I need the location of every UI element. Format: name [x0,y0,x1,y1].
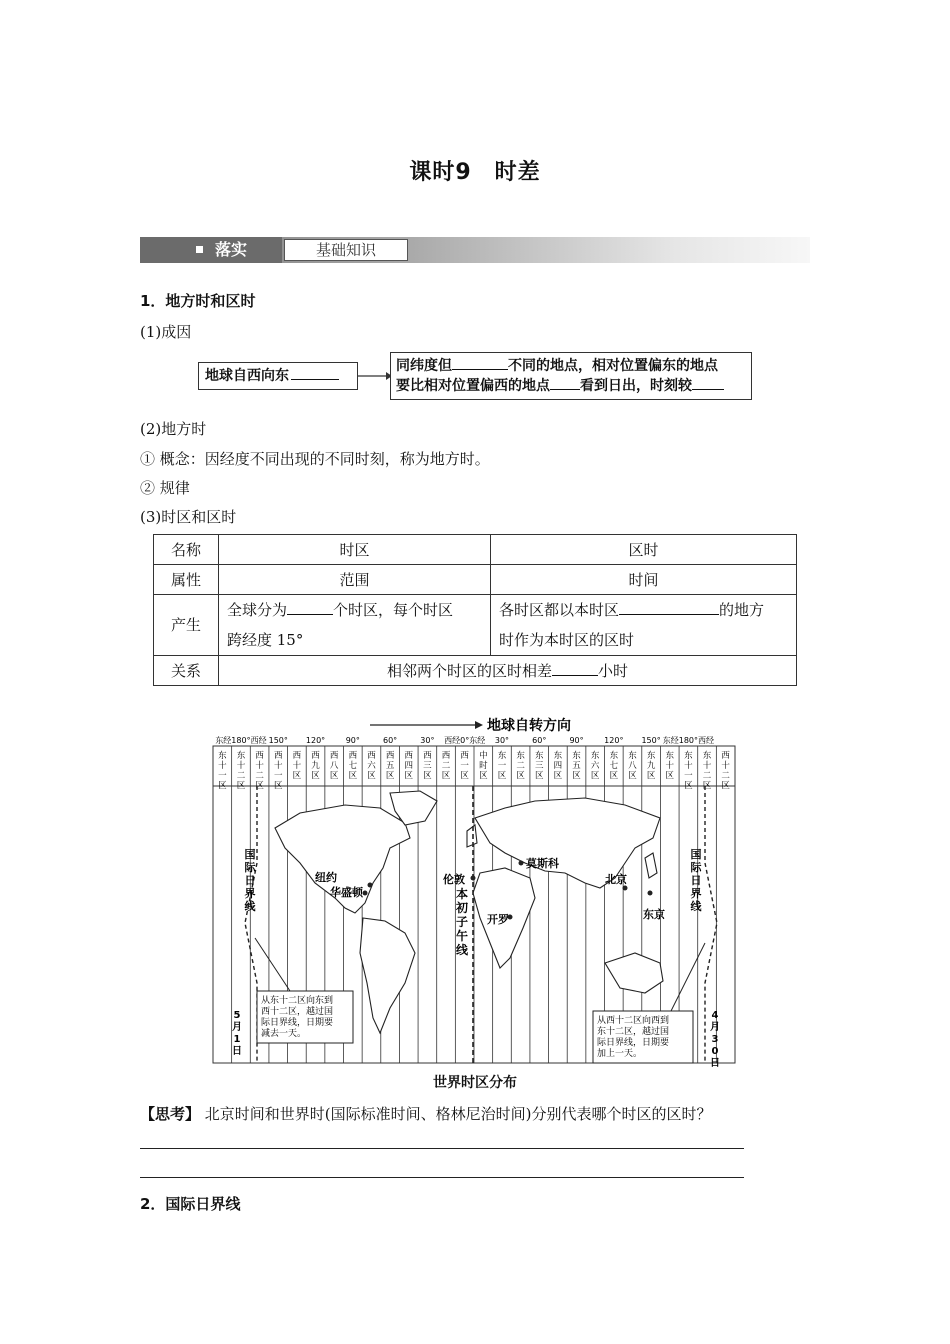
table-row [154,535,797,565]
zone-label: 西二区 [441,751,451,781]
concept-text: ① 概念：因经度不同出现的不同时刻，称为地方时。 [140,450,490,468]
longitude-label: 90° [569,736,584,745]
table-cell: 产生 [154,595,219,656]
table-row [154,595,797,656]
think-prompt [140,1103,712,1124]
table-cell: 属性 [154,565,219,595]
zone-label: 西八区 [329,751,339,781]
city-washington: 华盛顿 [330,886,363,899]
zone-label: 西三区 [423,751,432,781]
note-line: 从西十二区向西到 [597,1016,670,1026]
note-line: 西十二区，越过国 [261,1007,334,1017]
idl-label-left: 国际日界线 [244,848,256,913]
city-tokyo: 东京 [643,908,665,921]
zone-label: 东二区 [516,751,525,781]
table-cell: 全球分为 个时区，每个时区 跨经度 15° [219,595,491,656]
heading-2: 2．国际日界线 [140,1195,241,1213]
city-newyork: 纽约 [315,871,337,884]
longitude-label: 东经180°西经 [215,736,267,745]
longitude-label: 150° [641,736,661,745]
banner-left: 落实 [140,237,282,263]
longitude-label: 西经0°东经 [444,736,486,745]
zone-label: 东四区 [553,751,563,781]
note-line: 加上一天。 [597,1049,643,1059]
table-row [154,565,797,595]
note-line: 际日界线，日期要 [597,1038,670,1048]
zone-label: 西九区 [311,751,320,781]
zone-label: 东十一区 [218,751,227,791]
date-label-right: 4 月 3 0 日 [710,1010,720,1069]
idl-label-right: 国际日界线 [690,848,702,913]
longitude-label: 90° [345,736,360,745]
meridian-label: 本初子午线 [455,887,469,957]
longitude-label: 150° [268,736,288,745]
city-london: 伦敦 [443,873,465,886]
longitude-label: 120° [305,736,326,745]
table-cell: 区时 [491,535,797,565]
note-line: 际日界线，日期要 [261,1018,334,1028]
longitude-label: 120° [604,736,624,745]
table-cell: 时间 [491,565,797,595]
zone-label: 东八区 [628,751,637,781]
zone-label: 东五区 [572,751,581,781]
timezone-table [153,534,797,686]
flow-right-box: 同纬度但 不同的地点，相对位置偏东的地点 要比相对位置偏西的地点 看到日出，时刻较 [390,352,752,400]
local-time-label: (2)地方时 [140,420,207,438]
world-timezone-map [205,713,745,1093]
zone-label: 东七区 [609,751,619,781]
table-row [154,656,797,686]
table-cell: 时区 [219,535,491,565]
table-cell: 相邻两个时区的区时相差 小时 [219,656,797,686]
heading-1: 1．地方时和区时 [140,292,256,310]
longitude-label: 60° [383,736,398,745]
flow-left-box: 地球自西向东 [198,362,358,390]
table-cell: 关系 [154,656,219,686]
table-cell: 范围 [219,565,491,595]
page-title: 课时9 时差 [409,160,541,185]
zone-label: 西十二区 [255,751,264,791]
note-line: 减去一天。 [261,1029,307,1039]
zone-label: 东三区 [534,751,544,781]
longitude-label: 东经180°西经 [662,736,715,745]
idl-line-left [245,786,257,1063]
zone-label: 西七区 [348,751,358,781]
zone-label: 东九区 [646,751,656,781]
zone-label: 中时区 [479,751,488,781]
longitude-label: 30° [494,736,510,745]
table-cell: 名称 [154,535,219,565]
zone-label: 东六区 [590,751,600,781]
think-tag: 【思考】 [140,1105,201,1123]
figure-caption: 世界时区分布 [433,1075,517,1091]
zone-label: 西一区 [460,751,469,781]
city-moscow: 莫斯科 [526,857,559,870]
cause-label: (1)成因 [140,323,192,341]
city-cairo: 开罗 [487,913,509,926]
table-cell: 各时区都以本时区 的地方 时作为本时区的区时 [491,595,797,656]
zone-label: 东十二区 [702,751,712,791]
zone-label: 东十二区 [236,751,246,791]
zone-label: 西十一区 [273,751,283,791]
zone-label: (3)时区和区时 [140,508,237,526]
zone-label: 东十区 [665,751,675,781]
zone-label: 东一区 [497,751,507,781]
zone-label: 西六区 [367,751,376,781]
note-line: 东十二区，越过国 [597,1027,670,1037]
rule-text: ② 规律 [140,479,190,497]
longitude-label: 30° [420,736,435,745]
date-label-left: 5 月 1 日 [232,1010,242,1057]
answer-line [140,1177,744,1178]
zone-label: 东十一区 [684,751,693,791]
think-question: 北京时间和世界时(国际标准时间、格林尼治时间)分别代表哪个时区的区时？ [204,1105,712,1123]
banner-right: 基础知识 [284,239,408,261]
longitude-label: 60° [532,736,547,745]
zone-label: 西十二区 [721,751,730,791]
city-beijing: 北京 [605,873,627,886]
section-banner [140,237,810,263]
flow-arrow [358,368,392,384]
note-line: 从东十二区向东到 [261,996,334,1006]
answer-line [140,1148,744,1149]
rotation-label: 地球自转方向 [487,718,571,734]
zone-label: 西四区 [404,751,414,781]
zone-label: 西五区 [385,751,395,781]
zone-label: 西十区 [292,751,302,781]
